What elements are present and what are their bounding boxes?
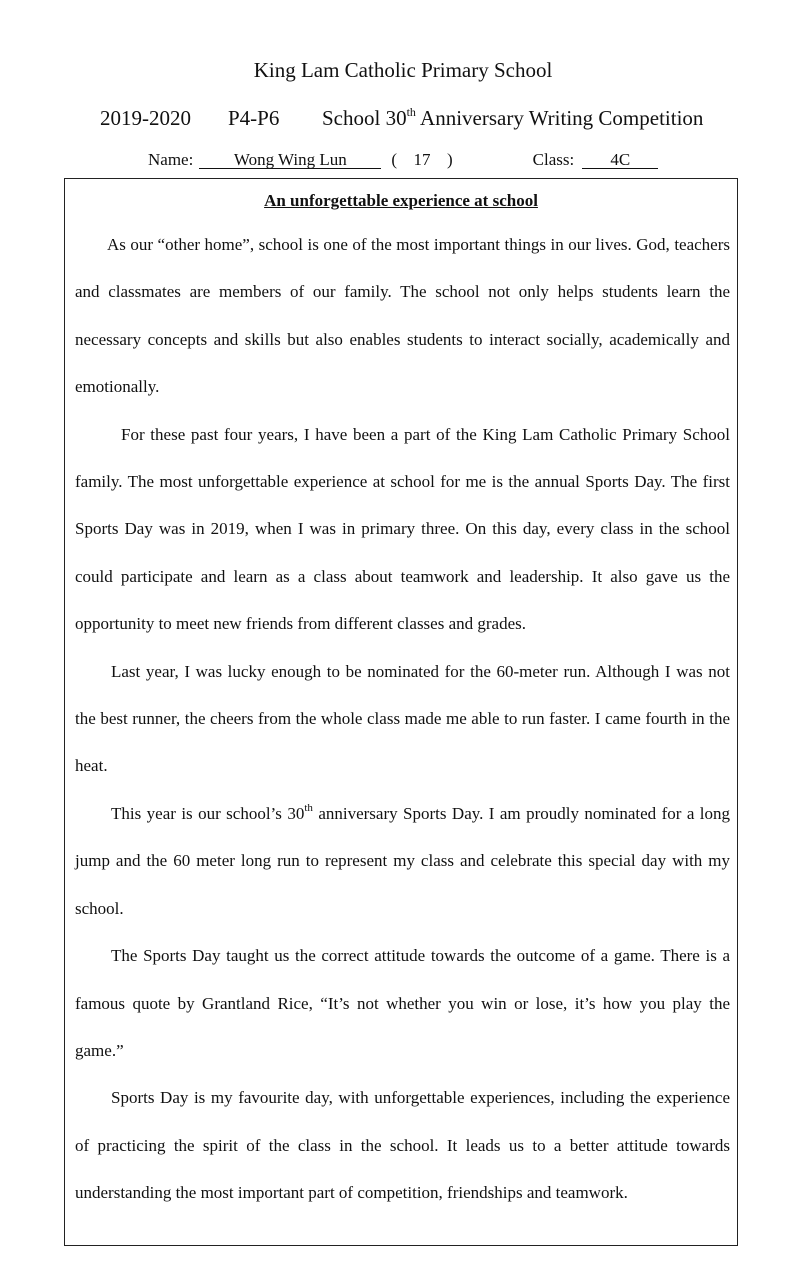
school-year: 2019-2020 — [100, 106, 191, 130]
paragraph-4-start: This year is our school’s 30 — [111, 803, 305, 823]
essay-title: An unforgettable experience at school — [264, 191, 538, 210]
competition-ordinal-suffix: th — [406, 105, 416, 119]
essay-paragraph-6: Sports Day is my favourite day, with unforgettable experiences, including the experience of practicing the spirit of the class in the school. It leads us to a better attitude towards understanding the most important part of competition, friendships and teamwork. — [75, 1088, 730, 1203]
competition-suffix: Anniversary Writing Competition — [415, 106, 704, 130]
competition-line — [100, 106, 760, 131]
grade-level: P4-P6 — [228, 106, 280, 130]
essay-paragraph-3: Last year, I was lucky enough to be nominated for the 60-meter run. Although I was not the best runner, the cheers from the whole class made me able to run faster. I came fourth in the heat. — [75, 661, 730, 776]
school-name: King Lam Catholic Primary School — [253, 58, 553, 82]
paragraph-4-end: anniversary Sports Day. I am proudly nominated for a long jump and the 60 meter long run to represent my class and celebrate this special day with my school. — [75, 803, 731, 918]
essay-paragraph-1: As our “other home”, school is one of the most important things in our lives. God, teachers and classmates are members of our family. The school not only helps students learn the necessary concepts and skills but also enables students to interact socially, academically and emotionally. — [75, 235, 730, 397]
essay-paragraph-5: The Sports Day taught us the correct attitude towards the outcome of a game. There is a famous quote by Grantland Rice, “It’s not whether you win or lose, it’s how you play the game.” — [75, 946, 730, 1060]
class-value: 4C — [582, 151, 658, 169]
student-name: Wong Wing Lun — [199, 151, 381, 169]
essay-paragraph-2: For these past four years, I have been a part of the King Lam Catholic Primary School family. The most unforgettable experience at school for me is the annual Sports Day. The first Sports Day was in 2019, when I was in primary three. On this day, every class in the school could participate and learn as a class about teamwork and leadership. It also gave us the opportunity to meet new friends from different classes and grades. — [75, 424, 730, 634]
competition-title — [322, 106, 703, 131]
paren-open: ( — [391, 150, 397, 169]
essay-body — [75, 221, 730, 1217]
class-label: Class: — [532, 150, 575, 169]
competition-prefix: School 30 — [322, 106, 407, 130]
student-number: 17 — [413, 150, 431, 169]
paren-close: ) — [447, 150, 453, 169]
essay-paragraph-4 — [75, 790, 730, 932]
paragraph-4-ordinal-suffix: th — [304, 801, 313, 814]
name-label: Name: — [148, 150, 194, 169]
essay-box — [64, 178, 738, 1246]
student-info-line — [148, 150, 658, 170]
